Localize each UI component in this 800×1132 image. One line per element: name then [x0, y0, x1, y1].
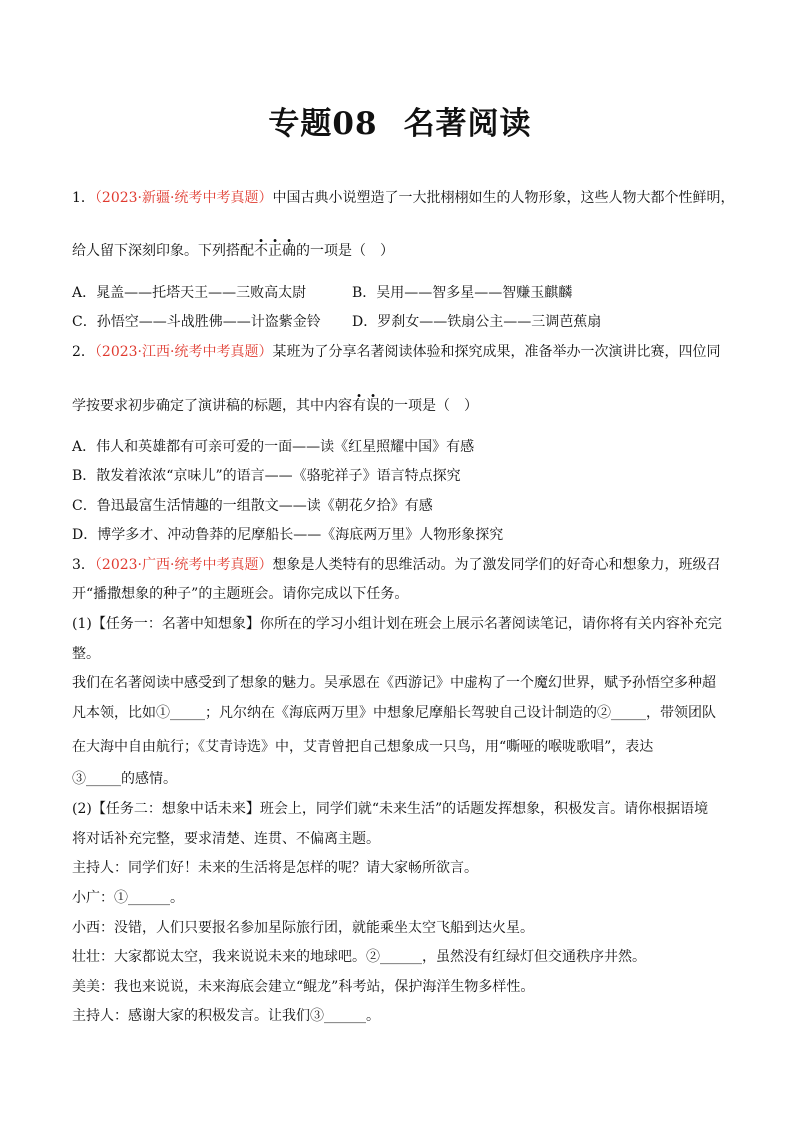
q2-option-b: B．散发着浓浓“京味儿”的语言——《骆驼祥子》语言特点探究: [72, 468, 461, 484]
q1-number: 1．: [72, 190, 95, 206]
q3-para-line2: 凡本领，比如①_____；凡尔纳在《海底两万里》中想象尼摩船长驾驶自己设计制造的②_____，带领团队: [72, 705, 716, 721]
q1-option-b: B．吴用——智多星——智赚玉麒麟: [352, 285, 573, 301]
q1-option-c: C．孙悟空——斗战胜佛——计盗紫金铃: [72, 314, 321, 330]
q1-stem-part3: 的一项是（ ）: [296, 243, 394, 259]
emphasis-char: 确: [282, 243, 296, 259]
q2-stem-part1: 某班为了分享名著阅读体验和探究成果，准备举办一次演讲比赛，四位同: [272, 344, 721, 360]
q3-line2: 开“播撒想象的种子”的主题班会。请你完成以下任务。: [72, 586, 409, 602]
q2-stem-part3: 的一项是（ ）: [380, 398, 478, 414]
q3-number: 3．: [72, 557, 95, 573]
q1-option-d: D．罗刹女——铁扇公主——三调芭蕉扇: [352, 314, 602, 330]
q3-task1-line2: 整。: [72, 646, 100, 662]
dialogue-meimei: 美美：我也来说说，未来海底会建立“鲲龙”科考站，保护海洋生物多样性。: [72, 979, 535, 995]
q2-option-c: C．鲁迅最富生活情趣的一组散文——读《朝花夕拾》有感: [72, 498, 433, 514]
q1-line1: [72, 188, 734, 208]
q3-source: （2023·广西·统考中考真题）: [94, 557, 273, 573]
q2-line1: [72, 342, 720, 362]
q1-option-a: A．晁盖——托塔天王——三败高太尉: [72, 285, 307, 301]
title-part2: 名著阅读: [403, 106, 532, 142]
q2-option-a: A．伟人和英雄都有可亲可爱的一面——读《红星照耀中国》有感: [72, 439, 475, 455]
dialogue-xiaoxi: 小西：没错，人们只要报名参加星际旅行团，就能乘坐太空飞船到达火星。: [72, 920, 534, 936]
q3-para-line1: 我们在名著阅读中感受到了想象的魅力。吴承恩在《西游记》中虚构了一个魔幻世界，赋予孙悟空多种超: [72, 675, 716, 691]
q1-line2: [72, 241, 394, 261]
emphasis-char: 误: [366, 398, 380, 414]
dialogue-xiaoguang: 小广：①______。: [72, 890, 184, 906]
emphasis-char: 正: [268, 243, 282, 259]
emphasis-char: 不: [254, 243, 268, 259]
emphasis-char: 有: [352, 398, 366, 414]
q3-line1: [72, 555, 720, 575]
q3-para-line4: ③_____的感情。: [72, 771, 177, 787]
q3-para-line3: 在大海中自由航行；《艾青诗选》中，艾青曾把自己想象成一只鸟，用“嘶哑的喉咙歌唱”，表达: [72, 739, 654, 755]
title-part1: 专题08: [268, 106, 378, 142]
q2-option-d: D．博学多才、冲动鲁莽的尼摩船长——《海底两万里》人物形象探究: [72, 527, 504, 543]
dialogue-host-closing: 主持人：感谢大家的积极发言。让我们③______。: [72, 1008, 380, 1024]
q2-stem-part2: 学按要求初步确定了演讲稿的标题，其中内容: [72, 398, 352, 414]
q3-task2-line1: (2)【任务二：想象中话未来】班会上，同学们就“未来生活”的话题发挥想象，积极发言。请你根据语境: [72, 801, 709, 817]
q3-stem-part1: 想象是人类特有的思维活动。为了激发同学们的好奇心和想象力，班级召: [272, 557, 721, 573]
q1-source: （2023·新疆·统考中考真题）: [94, 190, 273, 206]
q1-options-row2: [72, 312, 732, 332]
q1-options-row1: [72, 283, 732, 303]
q1-stem-part2: 给人留下深刻印象。下列搭配: [72, 243, 254, 259]
q2-source: （2023·江西·统考中考真题）: [94, 344, 273, 360]
dialogue-host-intro: 主持人：同学们好！未来的生活将是怎样的呢？请大家畅所欲言。: [72, 860, 478, 876]
q3-task1-line1: (1)【任务一：名著中知想象】你所在的学习小组计划在班会上展示名著阅读笔记，请你将有关内容补充完: [72, 616, 722, 632]
dialogue-zhuangzhuang: 壮壮：大家都说太空，我来说说未来的地球吧。②______，虽然没有红绿灯但交通秩序井然。: [72, 949, 646, 965]
q3-task2-line2: 将对话补充完整，要求清楚、连贯、不偏离主题。: [72, 831, 380, 847]
page-title: [0, 98, 800, 143]
q2-line2: [72, 396, 478, 416]
q2-number: 2．: [72, 344, 95, 360]
q1-stem-part1: 中国古典小说塑造了一大批栩栩如生的人物形象，这些人物大都个性鲜明，: [272, 190, 735, 206]
